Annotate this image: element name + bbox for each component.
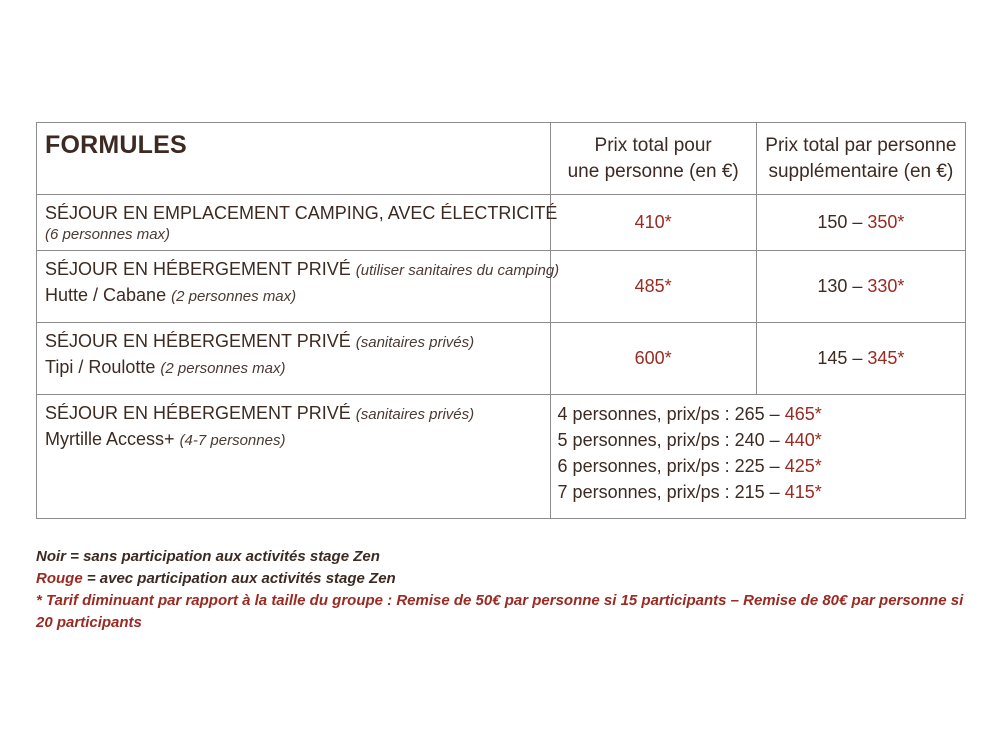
group-price-label: 5 personnes, prix/ps : 240 — [557, 430, 765, 450]
price-single: 485* — [550, 251, 756, 323]
formule-name: Hutte / Cabane — [45, 285, 167, 305]
footnotes — [36, 546, 966, 634]
price-extra-black: 130 — [817, 276, 848, 296]
price-extra-header-line2: supplémentaire (en €) — [768, 160, 954, 182]
formule-label-hutte — [37, 251, 560, 323]
group-price-red: 415* — [784, 482, 822, 502]
footnote-tarif: * Tarif diminuant par rapport à la taille du groupe : Remise de 50€ par personne si 15 participants – Remise de 80€ par personne si 20 participants — [36, 592, 964, 631]
formule-name-note: (2 personnes max) — [171, 288, 297, 305]
group-price-sep: – — [764, 430, 785, 450]
group-price-label: 4 personnes, prix/ps : 265 — [557, 404, 765, 424]
formule-title: SÉJOUR EN HÉBERGEMENT PRIVÉ — [45, 331, 351, 351]
formule-title-note: (sanitaires privés) — [355, 406, 475, 423]
price-single-header — [550, 123, 756, 195]
formule-subtitle: (6 personnes max) — [45, 226, 171, 243]
price-single-header-line1: Prix total pour — [594, 134, 712, 156]
footnote-red-word: Rouge — [36, 570, 83, 587]
price-single: 410* — [550, 195, 756, 251]
group-price-red: 440* — [784, 430, 822, 450]
formule-label-myrtille — [37, 395, 551, 519]
group-price-sep: – — [764, 404, 785, 424]
price-extra-sep: – — [847, 276, 868, 296]
footnote-red-rest: = avec participation aux activités stage Zen — [82, 570, 396, 587]
formules-header — [37, 123, 551, 195]
price-single-header-line2: une personne (en €) — [567, 160, 739, 182]
table-row — [37, 323, 966, 395]
price-extra — [756, 251, 965, 323]
footnote-black: Noir = sans participation aux activités stage Zen — [36, 548, 380, 565]
group-price-option — [558, 479, 958, 505]
footnote-red — [36, 568, 966, 590]
group-price-option — [558, 453, 958, 479]
group-price-red: 425* — [784, 456, 822, 476]
table-header-row — [37, 123, 966, 195]
price-extra-black: 150 — [817, 212, 848, 232]
formule-title: SÉJOUR EN EMPLACEMENT CAMPING, AVEC ÉLECTRICITÉ — [45, 203, 558, 223]
formule-title: SÉJOUR EN HÉBERGEMENT PRIVÉ — [45, 403, 351, 423]
formule-label-tipi — [37, 323, 551, 395]
price-extra — [756, 323, 965, 395]
formule-name-note: (2 personnes max) — [160, 360, 286, 377]
formules-header-label: FORMULES — [45, 131, 187, 159]
group-price-label: 6 personnes, prix/ps : 225 — [557, 456, 765, 476]
price-extra-red: 350* — [867, 212, 905, 232]
pricing-table — [36, 122, 966, 519]
group-price-option — [558, 401, 958, 427]
formule-title: SÉJOUR EN HÉBERGEMENT PRIVÉ — [45, 259, 351, 279]
formule-title-note: (utiliser sanitaires du camping) — [355, 262, 560, 279]
table-row — [37, 195, 966, 251]
price-extra-sep: – — [847, 212, 868, 232]
price-extra-sep: – — [847, 348, 868, 368]
table-row — [37, 395, 966, 519]
price-extra-red: 345* — [867, 348, 905, 368]
formule-name-note: (4-7 personnes) — [179, 432, 286, 449]
group-price-sep: – — [764, 456, 785, 476]
group-price-label: 7 personnes, prix/ps : 215 — [557, 482, 765, 502]
price-extra-black: 145 — [817, 348, 848, 368]
group-price-red: 465* — [784, 404, 822, 424]
group-price-list — [550, 395, 965, 519]
price-extra-header-line1: Prix total par personne — [765, 134, 957, 156]
price-single: 600* — [550, 323, 756, 395]
price-extra — [756, 195, 965, 251]
price-extra-header — [756, 123, 965, 195]
group-price-sep: – — [764, 482, 785, 502]
price-extra-red: 330* — [867, 276, 905, 296]
table-row — [37, 251, 966, 323]
formule-name: Tipi / Roulotte — [45, 357, 156, 377]
group-price-option — [558, 427, 958, 453]
formule-title-note: (sanitaires privés) — [355, 334, 475, 351]
formule-name: Myrtille Access+ — [45, 429, 175, 449]
formule-label-camping — [37, 195, 558, 251]
